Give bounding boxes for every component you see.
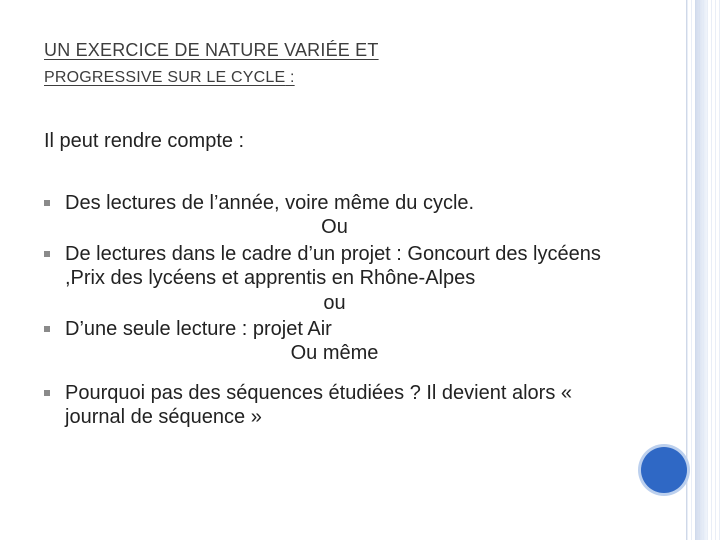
title-line-2 — [44, 65, 564, 91]
list-item-1-text: Des lectures de l’année, voire même du cycle. — [65, 192, 475, 214]
bullet-icon — [44, 390, 50, 396]
title-line-2-text: PROGRESSIVE SUR LE CYCLE — [44, 68, 286, 86]
title-line-1: UN EXERCICE DE NATURE VARIÉE ET — [44, 40, 379, 60]
list-item-1-connector: Ou — [321, 216, 348, 239]
bullet-icon — [44, 251, 50, 257]
list-item-1 — [44, 191, 604, 240]
list-item-4-text: Pourquoi pas des séquences étudiées ? Il devient alors « journal de séquence » — [65, 381, 573, 429]
list-item-2 — [44, 242, 604, 315]
list-spacer — [44, 368, 604, 381]
slide-intro: Il peut rendre compte : — [44, 130, 245, 152]
list-item-2-text: De lectures dans le cadre d’un projet : Goncourt des lycéens ,Prix des lycéens et apprentis en Rhône-Alpes — [65, 242, 601, 290]
list-item-3-connector: Ou même — [290, 342, 379, 365]
bullet-icon — [44, 200, 50, 206]
list-item-4 — [44, 381, 604, 430]
decorative-right-stripes — [686, 0, 720, 540]
list-item-3 — [44, 317, 604, 366]
slide-title — [44, 36, 564, 90]
bullet-list — [44, 191, 604, 432]
decorative-circle-icon — [641, 447, 687, 493]
title-colon: : — [289, 68, 295, 86]
bullet-icon — [44, 326, 50, 332]
list-item-3-text: D’une seule lecture : projet Air — [65, 317, 332, 340]
list-item-2-connector: ou — [323, 291, 346, 314]
